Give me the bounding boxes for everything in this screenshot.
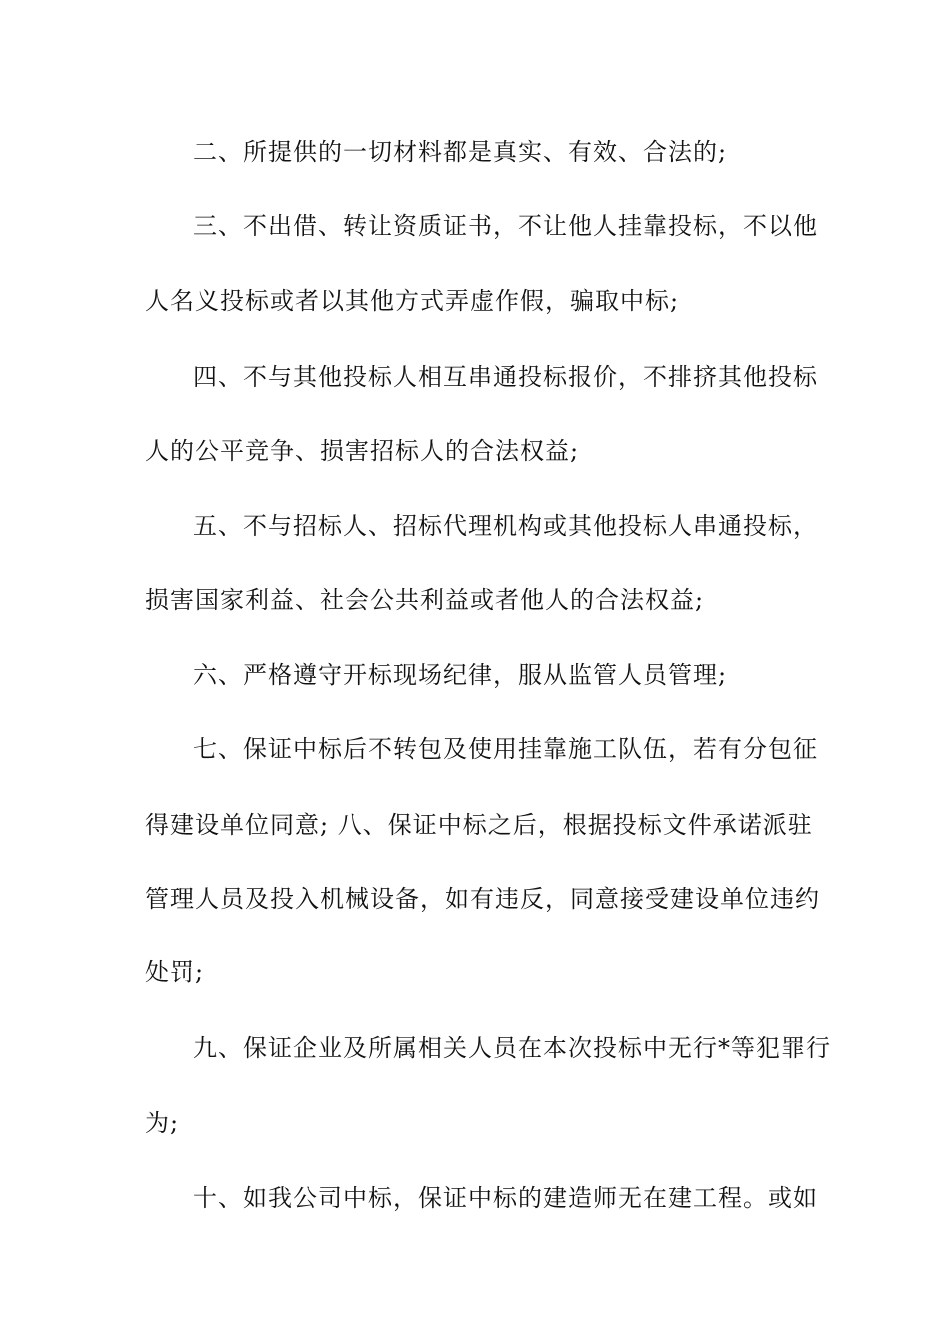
clause-5-line-2: 损害国家利益、社会公共利益或者他人的合法权益; [145,586,705,614]
clause-2-line-1: 二、所提供的一切材料都是真实、有效、合法的; [193,138,728,166]
clause-7-line-2: 得建设单位同意; 八、保证中标之后，根据投标文件承诺派驻 [145,811,813,839]
clause-9-line-1: 九、保证企业及所属相关人员在本次投标中无行*等犯罪行 [193,1034,831,1062]
clause-5-line-1: 五、不与招标人、招标代理机构或其他投标人串通投标， [193,512,818,540]
clause-10-line-1: 十、如我公司中标，保证中标的建造师无在建工程。或如 [193,1184,818,1212]
clause-8-line-3: 处罚; [145,958,205,986]
clause-3-line-2: 人名义投标或者以其他方式弄虚作假，骗取中标; [145,287,680,315]
clause-9-line-2: 为; [145,1109,180,1137]
clause-8-line-2: 管理人员及投入机械设备，如有违反，同意接受建设单位违约 [145,885,820,913]
clause-3-line-1: 三、不出借、转让资质证书，不让他人挂靠投标，不以他 [193,212,818,240]
clause-4-line-2: 人的公平竞争、损害招标人的合法权益; [145,437,580,465]
clause-4-line-1: 四、不与其他投标人相互串通投标报价，不排挤其他投标 [193,363,818,391]
clause-7-line-1: 七、保证中标后不转包及使用挂靠施工队伍，若有分包征 [193,735,818,763]
clause-6-line-1: 六、严格遵守开标现场纪律，服从监管人员管理; [193,661,728,689]
